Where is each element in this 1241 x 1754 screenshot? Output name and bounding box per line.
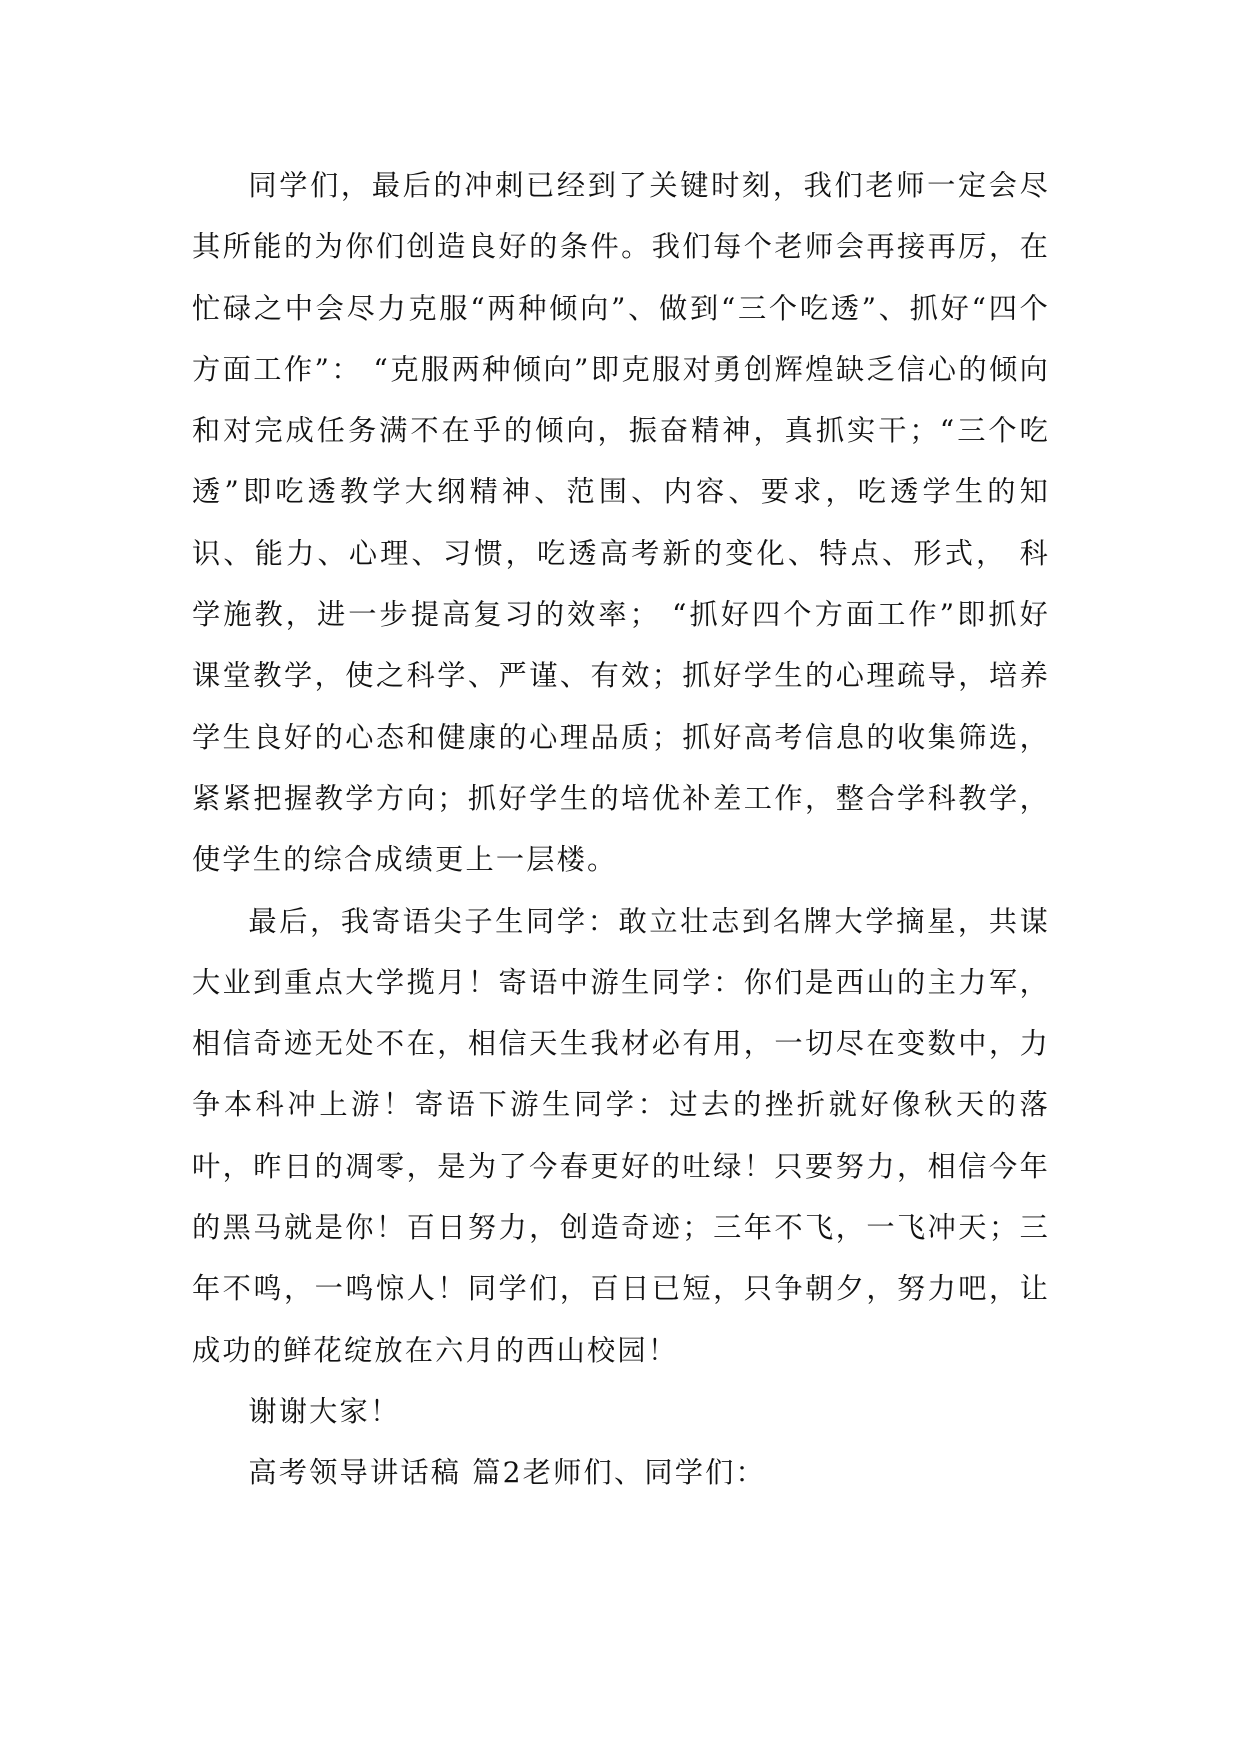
document-body — [192, 155, 1050, 1504]
paragraph-teacher-commitment: 同学们，最后的冲刺已经到了关键时刻，我们老师一定会尽其所能的为你们创造良好的条件。我们每个老师会再接再厉，在忙碌之中会尽力克服“两种倾向”、做到“三个吃透”、抓好“四个方面工作”： “克服两种倾向”即克服对勇创辉煌缺乏信心的倾向和对完成任务满不在乎的倾向，振奋精神，真抓实干；“三个吃透”即吃透教学大纲精神、范围、内容、要求，吃透学生的知识、能力、心理、习惯，吃透高考新的变化、特点、形式， 科学施教，进一步提高复习的效率； “抓好四个方面工作”即抓好课堂教学，使之科学、严谨、有效；抓好学生的心理疏导，培养学生良好的心态和健康的心理品质；抓好高考信息的收集筛选，紧紧把握教学方向；抓好学生的培优补差工作，整合学科教学，使学生的综合成绩更上一层楼。 — [192, 169, 1050, 877]
paragraph-closing-wishes: 最后，我寄语尖子生同学：敢立壮志到名牌大学摘星，共谋大业到重点大学揽月！寄语中游生同学：你们是西山的主力军，相信奇迹无处不在，相信天生我材必有用，一切尽在变数中，力争本科冲上游！寄语下游生同学：过去的挫折就好像秋天的落叶，昨日的凋零，是为了今春更好的吐绿！只要努力，相信今年的黑马就是你！百日努力，创造奇迹；三年不飞，一飞冲天；三年不鸣，一鸣惊人！同学们，百日已短，只争朝夕，努力吧，让成功的鲜花绽放在六月的西山校园！ — [192, 904, 1050, 1367]
paragraph-thanks: 谢谢大家！ — [248, 1394, 401, 1428]
paragraph-next-speech-heading: 高考领导讲话稿 篇2老师们、同学们： — [248, 1456, 766, 1490]
